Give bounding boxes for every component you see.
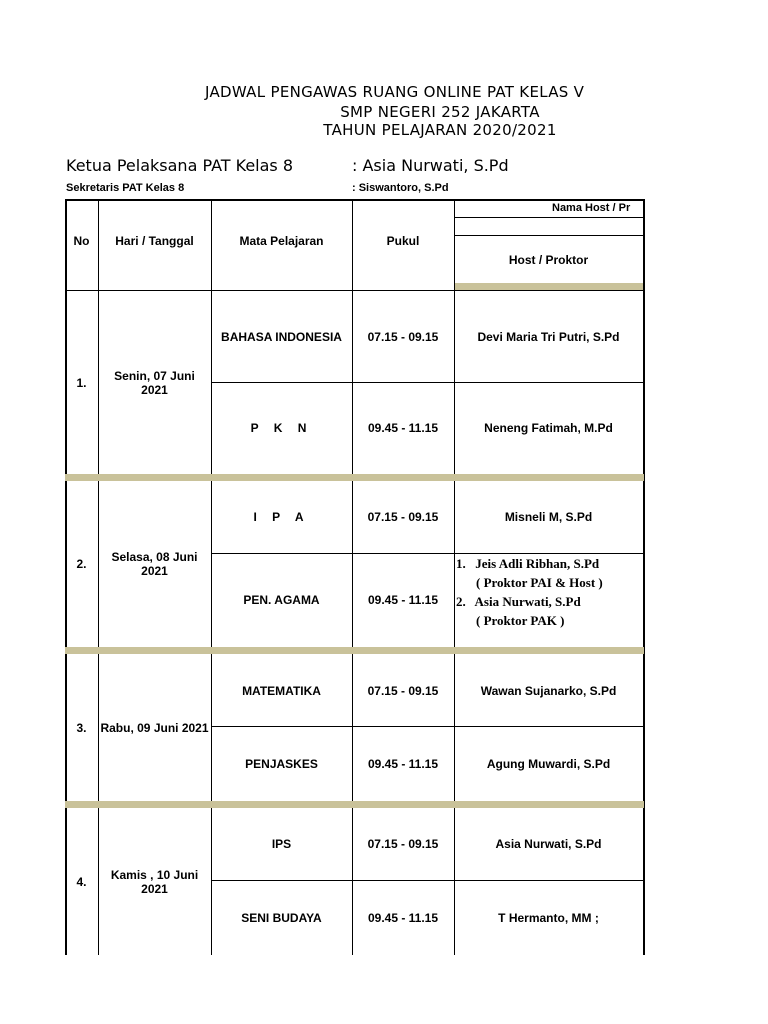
row-date: Rabu, 09 Juni 2021 (100, 721, 209, 735)
time-cell: 09.45 - 11.15 (367, 421, 439, 435)
time-cell: 07.15 - 09.15 (367, 329, 439, 344)
subject-cell: P K N (250, 421, 313, 435)
host-number: 1. (456, 556, 466, 571)
document-title: JADWAL PENGAWAS RUANG ONLINE PAT KELAS V (205, 83, 585, 101)
time-cell: 09.45 - 11.15 (367, 756, 439, 771)
time-cell: 07.15 - 09.15 (367, 837, 439, 851)
subject-cell: SENI BUDAYA (241, 910, 322, 925)
header-pukul: Pukul (386, 234, 420, 248)
row-number: 3. (76, 721, 87, 735)
header-mata-pelajaran: Mata Pelajaran (239, 234, 324, 248)
academic-year: TAHUN PELAJARAN 2020/2021 (323, 121, 557, 139)
col-line-hari (211, 199, 212, 955)
host-cell: Devi Maria Tri Putri, S.Pd (477, 329, 620, 344)
header-host-proktor: Host / Proktor (508, 252, 589, 267)
subject-cell: PENJASKES (245, 756, 318, 771)
day-separator-band (65, 801, 644, 808)
subject-cell: PEN. AGAMA (243, 592, 320, 607)
subject-cell: I P A (253, 510, 310, 524)
col-line-mapel (352, 199, 353, 955)
host-cell: T Hermanto, MM ; (498, 910, 599, 925)
col-line-no (98, 199, 99, 955)
header-no: No (73, 234, 90, 248)
ketua-label: Ketua Pelaksana PAT Kelas 8 (66, 156, 294, 175)
host-list (456, 554, 603, 630)
day-separator-band (65, 647, 644, 654)
row-number: 4. (76, 874, 87, 889)
header-nama-host: Nama Host / Pr (552, 202, 631, 214)
col-line-pukul (454, 199, 455, 955)
host-name: 1. Jeis Adli Ribhan, S.Pd (456, 556, 600, 571)
host-subheader-line (454, 217, 643, 218)
host-name: 2. Asia Nurwati, S.Pd (456, 594, 581, 609)
subject-cell: IPS (271, 837, 292, 851)
row-date: Senin, 07 Juni 2021 (114, 368, 195, 397)
school-name: SMP NEGERI 252 JAKARTA (340, 103, 540, 121)
host-cell: Misneli M, S.Pd (504, 510, 593, 524)
ketua-value: : Asia Nurwati, S.Pd (352, 156, 509, 175)
host-cell: Agung Muwardi, S.Pd (486, 756, 611, 771)
host-cell: Wawan Sujanarko, S.Pd (480, 683, 617, 698)
col-line-right (643, 199, 645, 955)
header-separator-band (454, 283, 643, 290)
time-cell: 07.15 - 09.15 (367, 510, 439, 524)
subject-cell: MATEMATIKA (242, 683, 321, 698)
row-date: Selasa, 08 Juni 2021 (111, 549, 198, 578)
host-cell: Asia Nurwati, S.Pd (495, 837, 602, 851)
sekretaris-value: : Siswantoro, S.Pd (352, 182, 449, 194)
time-cell: 09.45 - 11.15 (367, 592, 439, 607)
subject-cell: BAHASA INDONESIA (221, 329, 342, 344)
time-cell: 07.15 - 09.15 (367, 683, 439, 698)
sekretaris-label: Sekretaris PAT Kelas 8 (66, 182, 185, 194)
day-separator-band (65, 474, 644, 481)
time-cell: 09.45 - 11.15 (367, 910, 439, 925)
row-date: Kamis , 10 Juni 2021 (110, 867, 199, 896)
row-number: 2. (76, 556, 87, 571)
header-hari-tanggal: Hari / Tanggal (115, 234, 194, 248)
host-cell: Neneng Fatimah, M.Pd (484, 421, 613, 435)
host-number: 2. (456, 594, 466, 609)
host-role-note: ( Proktor PAK ) (476, 613, 565, 628)
host-role-note: ( Proktor PAI & Host ) (476, 575, 603, 590)
row-number: 1. (76, 375, 87, 390)
